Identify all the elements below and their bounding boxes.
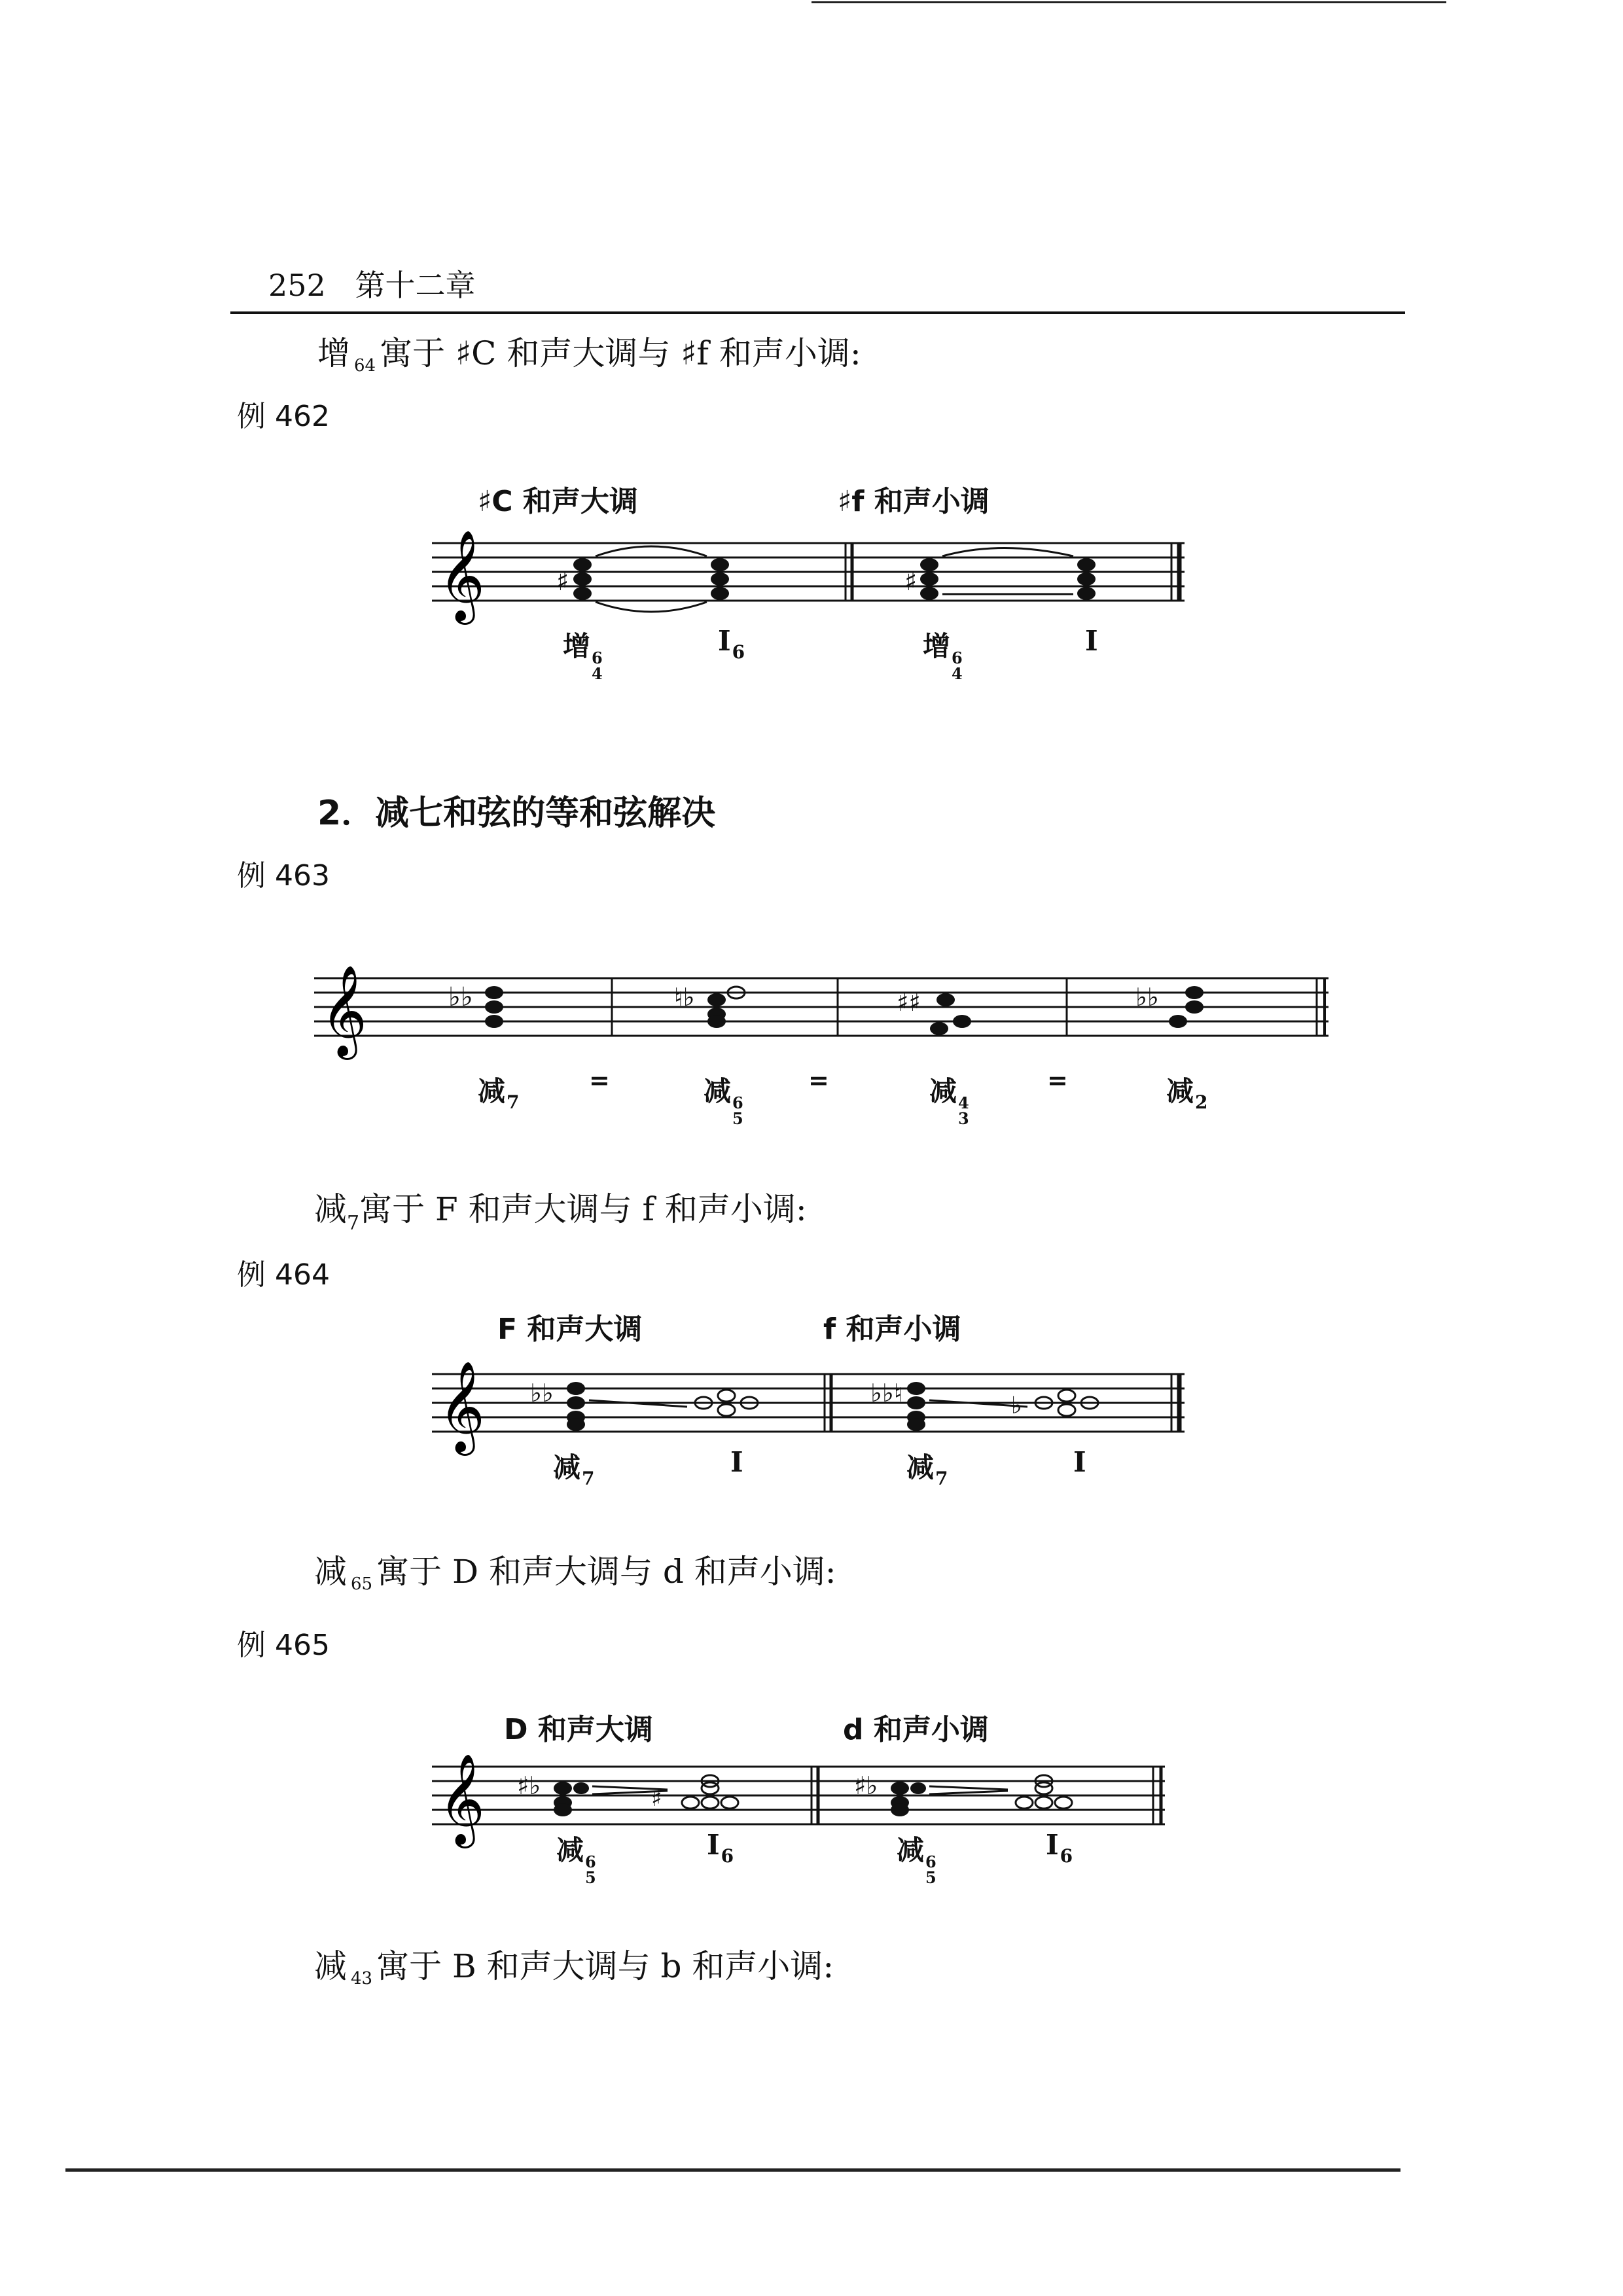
chord-label: [897, 1829, 936, 1886]
chord-subscript: 7: [935, 1468, 948, 1489]
svg-text:♭: ♭: [1011, 1392, 1022, 1419]
chord-label: [556, 1829, 596, 1886]
chord-name: I: [1085, 625, 1098, 657]
chord-name: I: [718, 625, 731, 657]
treble-clef-icon: 𝄞: [438, 1754, 485, 1845]
example-label-464: 例 464: [237, 1258, 330, 1292]
equals-sign: =: [589, 1065, 610, 1095]
intro-464: [314, 1183, 807, 1235]
staff-465: [432, 1740, 1191, 1852]
chord-name: I: [707, 1829, 720, 1861]
key-label-right: d 和声小调: [843, 1713, 989, 1746]
chord-label: [1166, 1070, 1208, 1113]
svg-text:♮♭: ♮♭: [674, 983, 695, 1012]
page-number: 252: [268, 268, 326, 303]
svg-text:♯♭: ♯♭: [517, 1771, 541, 1800]
chord-label: [730, 1446, 743, 1478]
figure-top: 6: [952, 648, 963, 667]
intro-text: 寓于 B 和声大调与 b 和声小调:: [376, 1947, 834, 1985]
key-label-right: ♯f 和声小调: [838, 485, 990, 518]
equals-sign: =: [808, 1065, 829, 1095]
chord-name: 减: [929, 1075, 957, 1107]
chord-name: 减: [1166, 1075, 1194, 1107]
chord-name: 减: [553, 1451, 581, 1483]
chord-label: [707, 1829, 734, 1867]
equals-sign: =: [1047, 1065, 1068, 1095]
staff-464: [432, 1348, 1191, 1459]
figure-top: 6: [585, 1852, 596, 1871]
figured-bass: [592, 650, 603, 682]
intro-text: 寓于 F 和声大调与 f 和声小调:: [359, 1190, 807, 1228]
chord-name: I: [1073, 1446, 1086, 1478]
figure-top: 6: [592, 648, 603, 667]
chord-label: [923, 625, 963, 682]
chord-label: [718, 625, 745, 663]
svg-text:♭♭: ♭♭: [530, 1379, 554, 1407]
chord-name: 减: [704, 1075, 732, 1107]
header-rule: [230, 311, 1405, 314]
figure-top: 6: [732, 1093, 743, 1112]
chord-label: [1073, 1446, 1086, 1478]
figured-bass: [952, 650, 963, 682]
key-label-left: F 和声大调: [497, 1313, 643, 1346]
scan-bottom-edge: [65, 2168, 1400, 2172]
chord-label: [929, 1070, 969, 1127]
chord-name: 增: [923, 630, 951, 662]
top-edge-rule: [812, 1, 1446, 3]
chord-name: 减: [906, 1451, 935, 1483]
figure-bottom: 4: [952, 664, 963, 683]
key-label-right: f 和声小调: [823, 1313, 961, 1346]
example-label-465: 例 465: [237, 1629, 330, 1662]
figure-bottom: 3: [361, 1969, 373, 1988]
figure-bottom: 4: [592, 664, 603, 683]
chord-name: 增: [317, 334, 350, 372]
figured-bass: [925, 1854, 936, 1886]
figure-bottom: 3: [958, 1109, 969, 1128]
svg-text:♭♭: ♭♭: [1135, 983, 1159, 1012]
chord-name: 增: [563, 630, 591, 662]
figured-bass: [732, 1095, 743, 1127]
svg-text:♭♭♮: ♭♭♮: [870, 1379, 903, 1407]
chord-subscript: 7: [582, 1468, 595, 1489]
figure-top: 6: [351, 1574, 362, 1594]
chord-subscript: 7: [347, 1212, 360, 1235]
chord-name: 减: [314, 1553, 347, 1591]
staff-462: [432, 517, 1191, 635]
example-label-462: 例 462: [237, 400, 330, 433]
svg-text:♯♯: ♯♯: [897, 988, 921, 1017]
svg-text:♯: ♯: [651, 1786, 662, 1812]
figure-top: 6: [354, 356, 365, 376]
chord-label: [1085, 625, 1098, 657]
figured-bass: [354, 357, 376, 374]
example-label-463: 例 463: [237, 859, 330, 892]
section-heading: 2．减七和弦的等和弦解决: [317, 794, 716, 833]
figured-bass: [958, 1095, 969, 1127]
chord-name: 减: [556, 1834, 584, 1866]
figure-bottom: 4: [365, 356, 376, 376]
key-label-left: ♯C 和声大调: [478, 485, 638, 518]
chord-subscript: 2: [1195, 1091, 1208, 1113]
figure-bottom: 5: [361, 1574, 373, 1594]
chord-name: I: [1046, 1829, 1059, 1861]
key-label-left: D 和声大调: [504, 1713, 653, 1746]
chord-subscript: 6: [721, 1845, 734, 1867]
figure-bottom: 5: [732, 1109, 743, 1128]
figure-top: 6: [925, 1852, 936, 1871]
chord-label: [563, 625, 603, 682]
intro-462: [317, 327, 861, 374]
svg-text:♯♭: ♯♭: [854, 1771, 878, 1800]
figure-top: 4: [351, 1969, 362, 1988]
svg-text:♯: ♯: [556, 567, 569, 597]
chord-subscript: 6: [1060, 1845, 1073, 1867]
intro-466: [314, 1940, 834, 1987]
chapter-title: 第十二章: [355, 268, 476, 303]
chord-label: [478, 1070, 520, 1113]
chord-subscript: 7: [507, 1091, 520, 1113]
chord-name: 减: [478, 1075, 506, 1107]
staff-463: [314, 952, 1335, 1057]
figure-bottom: 5: [585, 1868, 596, 1887]
chord-name: 减: [897, 1834, 925, 1866]
chord-name: I: [730, 1446, 743, 1478]
figure-bottom: 5: [925, 1868, 936, 1887]
figured-bass: [351, 1576, 372, 1593]
chord-subscript: 6: [732, 641, 745, 663]
treble-clef-icon: 𝄞: [438, 530, 485, 621]
intro-text: 寓于 ♯C 和声大调与 ♯f 和声小调:: [380, 334, 861, 372]
figured-bass: [585, 1854, 596, 1886]
treble-clef-icon: 𝄞: [438, 1361, 485, 1452]
svg-text:♭♭: ♭♭: [448, 982, 473, 1012]
chord-label: [704, 1070, 743, 1127]
chord-label: [553, 1446, 595, 1489]
figured-bass: [351, 1970, 372, 1987]
intro-465: [314, 1545, 836, 1593]
chord-label: [1046, 1829, 1073, 1867]
svg-text:♯: ♯: [904, 567, 918, 597]
chord-name: 减: [314, 1190, 347, 1228]
intro-text: 寓于 D 和声大调与 d 和声小调:: [376, 1553, 836, 1591]
page-header: [268, 262, 475, 305]
figure-top: 4: [958, 1093, 969, 1112]
chord-name: 减: [314, 1947, 347, 1985]
chord-label: [906, 1446, 948, 1489]
treble-clef-icon: 𝄞: [321, 965, 367, 1056]
